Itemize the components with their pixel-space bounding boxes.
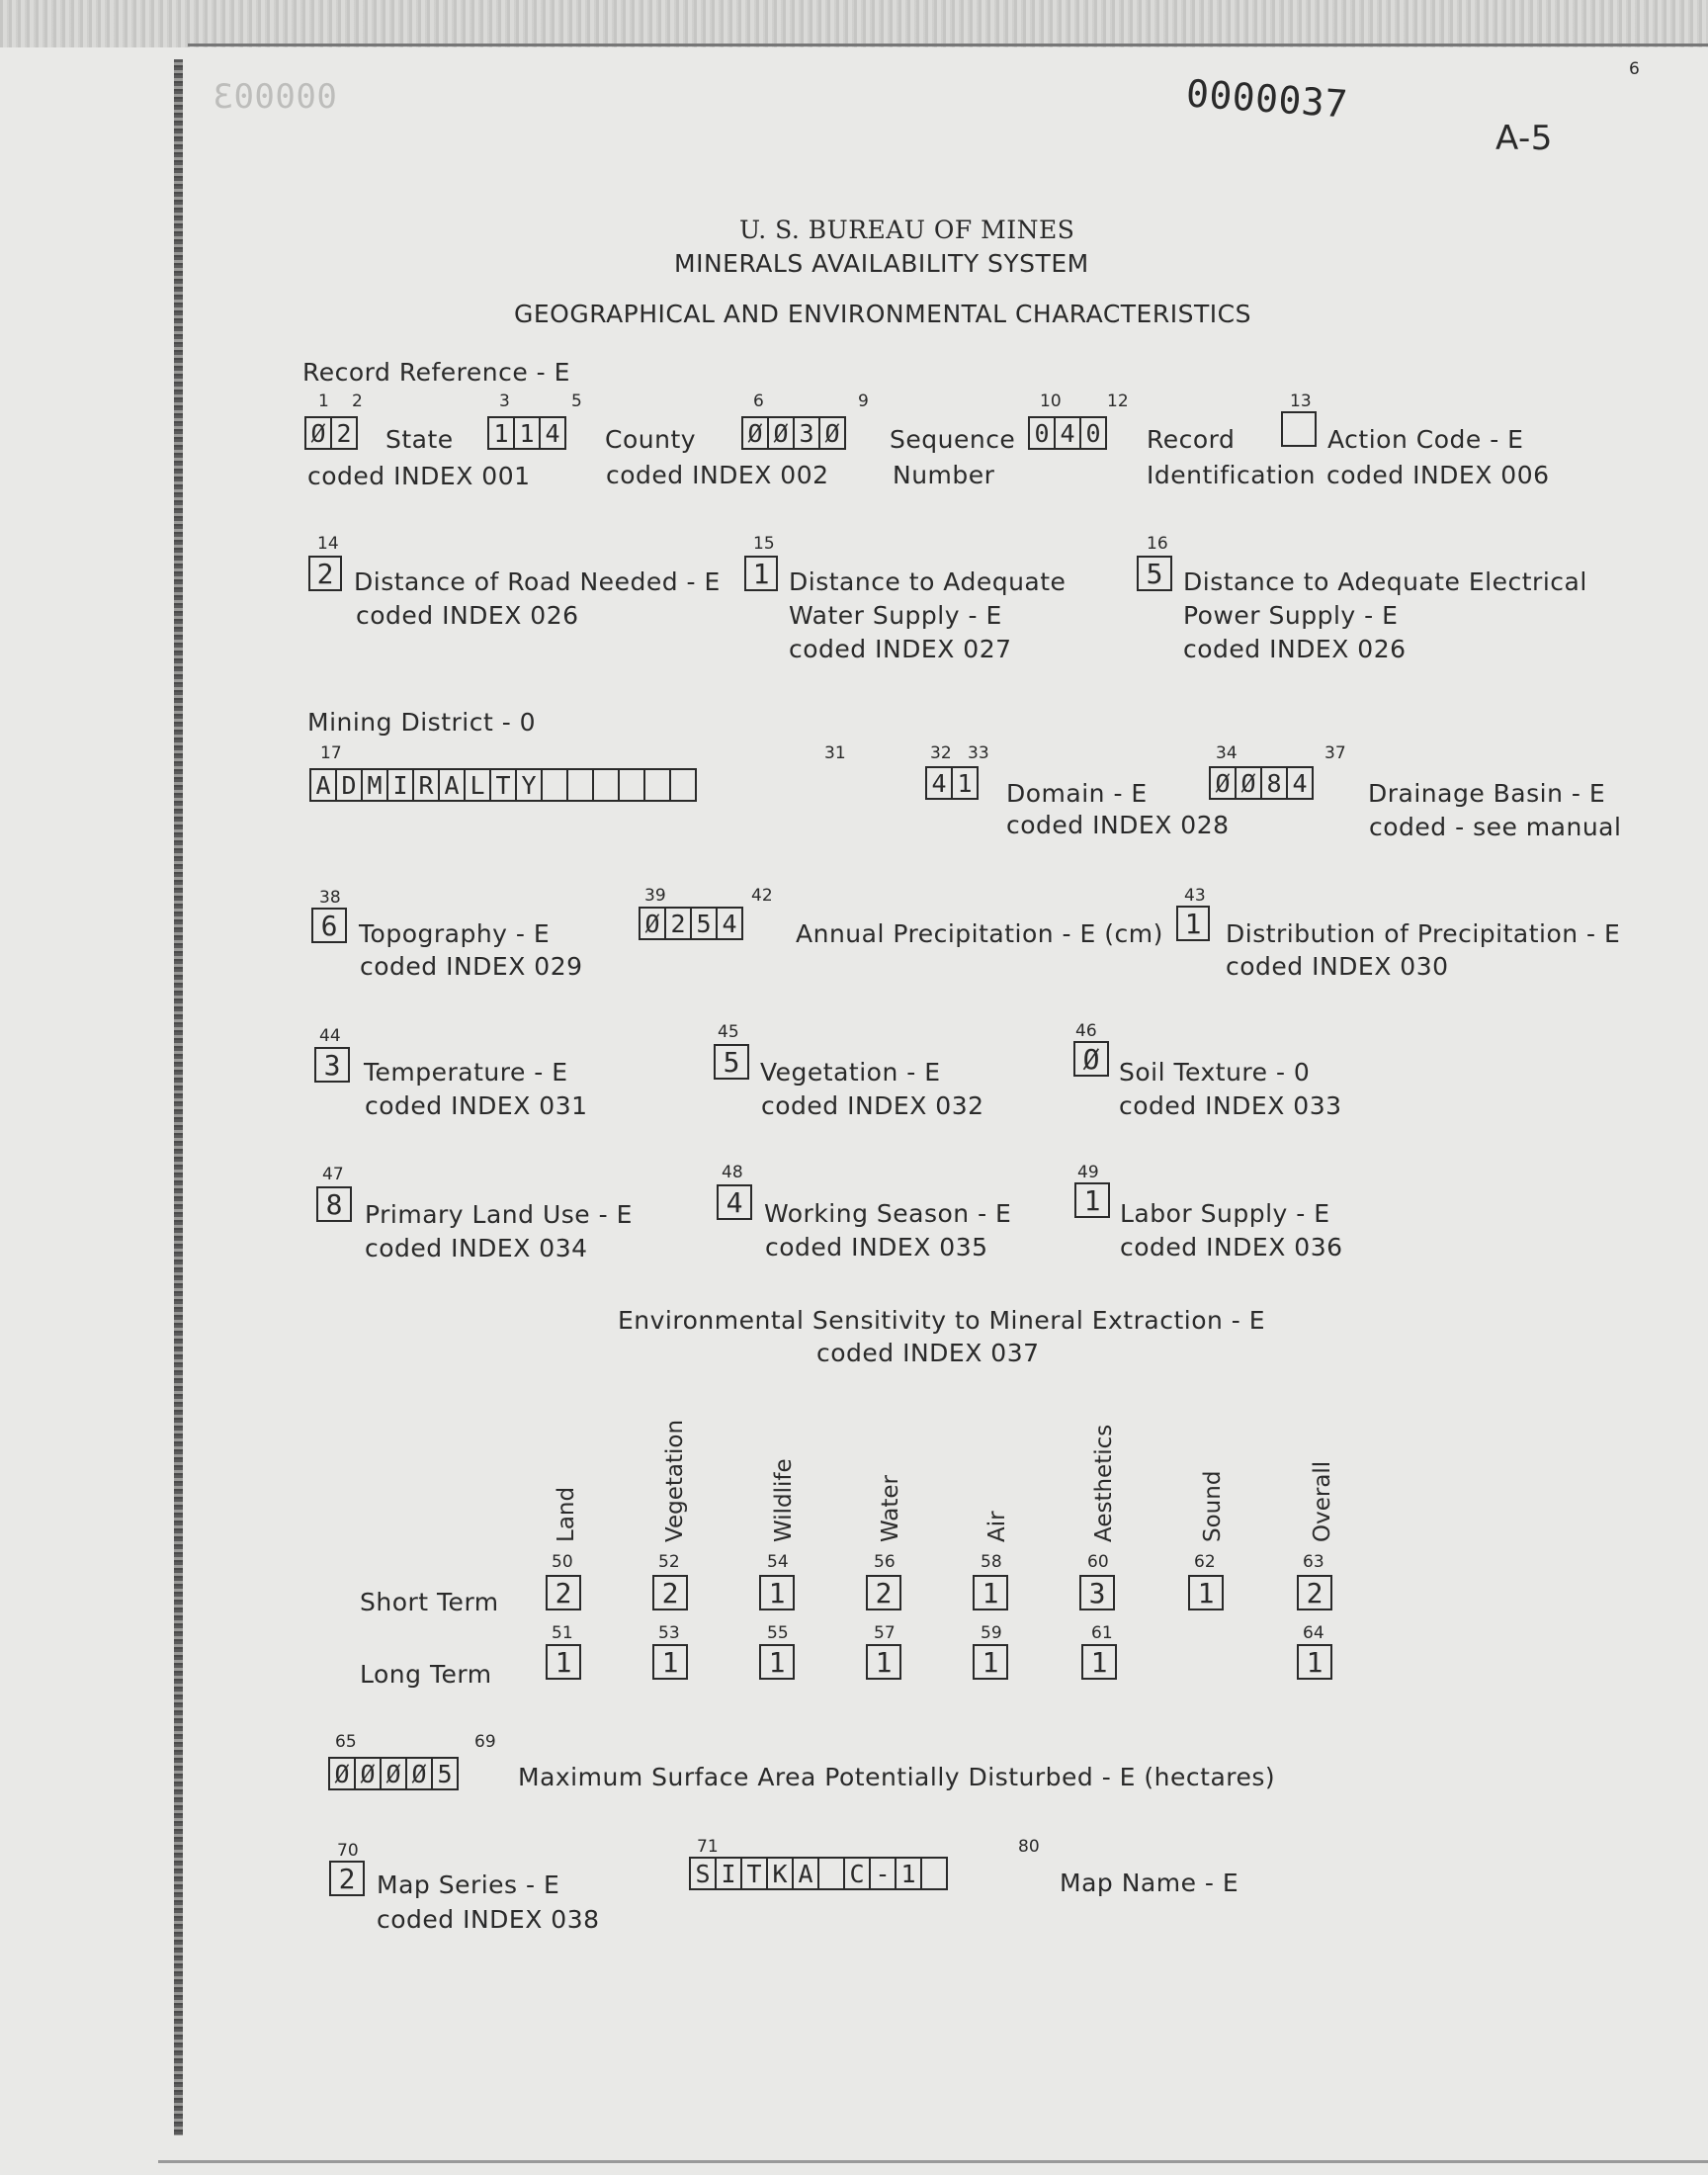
short-aesthetics-field[interactable]: 3 bbox=[1079, 1575, 1115, 1610]
col-59: 59 bbox=[981, 1623, 1002, 1643]
long-water-field[interactable]: 1 bbox=[866, 1644, 901, 1680]
cell: 0 bbox=[1079, 416, 1107, 450]
document-number: 0000037 bbox=[1184, 71, 1349, 127]
road-label: Distance of Road Needed - E bbox=[354, 567, 721, 596]
cell: K bbox=[766, 1857, 794, 1890]
short-sound-field[interactable]: 1 bbox=[1188, 1575, 1224, 1610]
map-series-sub: coded INDEX 038 bbox=[377, 1905, 600, 1934]
col-9: 9 bbox=[858, 392, 869, 411]
topography-field[interactable]: 6 bbox=[311, 908, 347, 943]
col-62: 62 bbox=[1194, 1552, 1216, 1572]
col-45: 45 bbox=[718, 1022, 739, 1042]
long-wildlife-field[interactable]: 1 bbox=[759, 1644, 795, 1680]
temperature-label: Temperature - E bbox=[364, 1058, 568, 1087]
cell: Ø bbox=[639, 907, 666, 940]
working-season-field[interactable]: 4 bbox=[717, 1184, 752, 1220]
col-64: 64 bbox=[1303, 1623, 1324, 1643]
col-52: 52 bbox=[658, 1552, 680, 1572]
domain-label: Domain - E bbox=[1006, 779, 1148, 808]
action-sub: coded INDEX 006 bbox=[1326, 461, 1550, 489]
col-51: 51 bbox=[552, 1623, 573, 1643]
cell: 5 bbox=[431, 1757, 459, 1790]
col-1: 1 bbox=[318, 392, 329, 411]
temperature-sub: coded INDEX 031 bbox=[365, 1091, 588, 1120]
drainage-sub: coded - see manual bbox=[1369, 813, 1622, 841]
road-sub: coded INDEX 026 bbox=[356, 601, 579, 630]
cell: 1 bbox=[951, 766, 979, 800]
col-57: 57 bbox=[874, 1623, 896, 1643]
sensitivity-col-vegetation: Vegetation bbox=[662, 1419, 688, 1542]
paper-binding-edge bbox=[174, 59, 183, 2135]
domain-field[interactable] bbox=[925, 766, 977, 800]
cell bbox=[643, 768, 671, 802]
cell: Ø bbox=[1209, 766, 1237, 800]
page-code: A-5 bbox=[1495, 119, 1553, 158]
cell: A bbox=[792, 1857, 819, 1890]
labor-sub: coded INDEX 036 bbox=[1120, 1233, 1343, 1262]
water-label-2: Water Supply - E bbox=[789, 601, 1002, 630]
col-32: 32 bbox=[930, 743, 952, 763]
map-series-field[interactable]: 2 bbox=[329, 1861, 365, 1896]
cell bbox=[618, 768, 645, 802]
col-15: 15 bbox=[753, 534, 775, 554]
short-term-label: Short Term bbox=[360, 1588, 499, 1616]
cell: 0 bbox=[1028, 416, 1056, 450]
col-43: 43 bbox=[1184, 886, 1206, 906]
short-air-field[interactable]: 1 bbox=[973, 1575, 1008, 1610]
state-label: State bbox=[385, 425, 454, 454]
col-37: 37 bbox=[1324, 743, 1346, 763]
long-aesthetics-field[interactable]: 1 bbox=[1081, 1644, 1117, 1680]
cell: 4 bbox=[1286, 766, 1314, 800]
col-60: 60 bbox=[1087, 1552, 1109, 1572]
cell: Y bbox=[515, 768, 543, 802]
sensitivity-sub: coded INDEX 037 bbox=[816, 1339, 1040, 1367]
temperature-field[interactable]: 3 bbox=[314, 1047, 350, 1083]
vegetation-label: Vegetation - E bbox=[760, 1058, 941, 1087]
cell bbox=[566, 768, 594, 802]
county-label: County bbox=[605, 425, 697, 454]
sequence-label: Sequence bbox=[890, 425, 1016, 454]
state-sub: coded INDEX 001 bbox=[307, 462, 531, 490]
header-line-1: U. S. BUREAU OF MINES bbox=[739, 216, 1075, 244]
sensitivity-heading: Environmental Sensitivity to Mineral Extraction - E bbox=[618, 1306, 1266, 1335]
col-69: 69 bbox=[474, 1732, 496, 1752]
col-42: 42 bbox=[751, 886, 773, 906]
col-10: 10 bbox=[1040, 392, 1062, 411]
power-sub: coded INDEX 026 bbox=[1183, 635, 1407, 663]
cell: I bbox=[715, 1857, 742, 1890]
precip-dist-label: Distribution of Precipitation - E bbox=[1226, 919, 1621, 948]
col-17: 17 bbox=[320, 743, 342, 763]
sensitivity-col-aesthetics: Aesthetics bbox=[1091, 1424, 1117, 1542]
col-70: 70 bbox=[337, 1841, 359, 1861]
cell: Ø bbox=[405, 1757, 433, 1790]
cell: 4 bbox=[925, 766, 953, 800]
cell: 2 bbox=[330, 416, 358, 450]
action-code-field[interactable] bbox=[1281, 411, 1317, 447]
col-50: 50 bbox=[552, 1552, 573, 1572]
vegetation-field[interactable]: 5 bbox=[714, 1044, 749, 1080]
cell: Ø bbox=[1235, 766, 1262, 800]
col-34: 34 bbox=[1216, 743, 1238, 763]
drainage-label: Drainage Basin - E bbox=[1368, 779, 1606, 808]
precip-distribution-field[interactable]: 1 bbox=[1176, 906, 1210, 941]
col-44: 44 bbox=[319, 1026, 341, 1046]
sensitivity-col-wildlife: Wildlife bbox=[771, 1458, 797, 1542]
season-sub: coded INDEX 035 bbox=[765, 1233, 988, 1262]
cell: 4 bbox=[716, 907, 743, 940]
col-6: 6 bbox=[753, 392, 764, 411]
col-47: 47 bbox=[322, 1165, 344, 1184]
precip-dist-sub: coded INDEX 030 bbox=[1226, 952, 1449, 981]
cell: T bbox=[740, 1857, 768, 1890]
cell: 1 bbox=[487, 416, 515, 450]
cell: 2 bbox=[664, 907, 692, 940]
col-2: 2 bbox=[352, 392, 363, 411]
col-38: 38 bbox=[319, 888, 341, 908]
long-air-field[interactable]: 1 bbox=[973, 1644, 1008, 1680]
col-65: 65 bbox=[335, 1732, 357, 1752]
cell bbox=[592, 768, 620, 802]
mining-district-heading: Mining District - 0 bbox=[307, 708, 537, 737]
record-id-field[interactable] bbox=[1028, 416, 1105, 450]
col-54: 54 bbox=[767, 1552, 789, 1572]
map-name-label: Map Name - E bbox=[1060, 1869, 1239, 1897]
cell bbox=[541, 768, 568, 802]
cell: A bbox=[309, 768, 337, 802]
scan-top-edge bbox=[0, 0, 1708, 47]
cell: 8 bbox=[1260, 766, 1288, 800]
long-land-field[interactable]: 1 bbox=[546, 1644, 581, 1680]
topography-label: Topography - E bbox=[359, 919, 551, 948]
cell: - bbox=[869, 1857, 897, 1890]
record-reference-heading: Record Reference - E bbox=[302, 358, 570, 387]
map-name-field[interactable] bbox=[689, 1857, 946, 1890]
col-33: 33 bbox=[968, 743, 989, 763]
precip-label: Annual Precipitation - E (cm) bbox=[796, 919, 1163, 948]
long-term-label: Long Term bbox=[360, 1660, 492, 1689]
cell: 4 bbox=[1054, 416, 1081, 450]
paper-top-edge bbox=[188, 44, 1708, 46]
cell: A bbox=[438, 768, 466, 802]
col-12: 12 bbox=[1107, 392, 1129, 411]
col-31: 31 bbox=[824, 743, 846, 763]
long-overall-field[interactable]: 1 bbox=[1297, 1644, 1332, 1680]
county-code-field[interactable] bbox=[487, 416, 564, 450]
col-3: 3 bbox=[499, 392, 510, 411]
cell: I bbox=[386, 768, 414, 802]
action-label: Action Code - E bbox=[1327, 425, 1524, 454]
cell bbox=[817, 1857, 845, 1890]
long-vegetation-field[interactable]: 1 bbox=[652, 1644, 688, 1680]
sensitivity-col-sound: Sound bbox=[1200, 1470, 1226, 1542]
cell: R bbox=[412, 768, 440, 802]
water-label: Distance to Adequate bbox=[789, 567, 1067, 596]
short-water-field[interactable]: 2 bbox=[866, 1575, 901, 1610]
short-overall-field[interactable]: 2 bbox=[1297, 1575, 1332, 1610]
water-distance-field[interactable]: 1 bbox=[744, 556, 778, 591]
labor-label: Labor Supply - E bbox=[1120, 1199, 1330, 1228]
col-53: 53 bbox=[658, 1623, 680, 1643]
header-line-2: MINERALS AVAILABILITY SYSTEM bbox=[674, 249, 1089, 278]
land-use-sub: coded INDEX 034 bbox=[365, 1234, 588, 1262]
surface-area-label: Maximum Surface Area Potentially Disturbed - E (hectares) bbox=[518, 1763, 1276, 1791]
header-line-3: GEOGRAPHICAL AND ENVIRONMENTAL CHARACTERISTICS bbox=[514, 300, 1251, 328]
state-code-field[interactable] bbox=[304, 416, 356, 450]
cell: Ø bbox=[818, 416, 846, 450]
cell bbox=[669, 768, 697, 802]
county-sub: coded INDEX 002 bbox=[606, 461, 829, 489]
power-label-2: Power Supply - E bbox=[1183, 601, 1399, 630]
cell: S bbox=[689, 1857, 717, 1890]
cell: Ø bbox=[304, 416, 332, 450]
cell: 5 bbox=[690, 907, 718, 940]
topography-sub: coded INDEX 029 bbox=[360, 952, 583, 981]
power-distance-field[interactable]: 5 bbox=[1137, 556, 1172, 591]
soil-texture-field[interactable]: Ø bbox=[1073, 1041, 1109, 1077]
cell: 1 bbox=[513, 416, 541, 450]
water-sub: coded INDEX 027 bbox=[789, 635, 1012, 663]
season-label: Working Season - E bbox=[764, 1199, 1012, 1228]
vegetation-sub: coded INDEX 032 bbox=[761, 1091, 984, 1120]
sequence-number-field[interactable] bbox=[741, 416, 844, 450]
col-71: 71 bbox=[697, 1837, 719, 1857]
cell: Ø bbox=[767, 416, 795, 450]
col-63: 63 bbox=[1303, 1552, 1324, 1572]
sensitivity-col-overall: Overall bbox=[1310, 1460, 1335, 1542]
cell: Ø bbox=[354, 1757, 382, 1790]
short-land-field[interactable]: 2 bbox=[546, 1575, 581, 1610]
col-49: 49 bbox=[1077, 1163, 1099, 1182]
col-56: 56 bbox=[874, 1552, 896, 1572]
cell: M bbox=[361, 768, 388, 802]
short-wildlife-field[interactable]: 1 bbox=[759, 1575, 795, 1610]
labor-supply-field[interactable]: 1 bbox=[1074, 1182, 1110, 1218]
cell: Ø bbox=[328, 1757, 356, 1790]
sequence-sub: Number bbox=[893, 461, 995, 489]
drainage-basin-field[interactable] bbox=[1209, 766, 1312, 800]
surface-area-field[interactable] bbox=[328, 1757, 457, 1790]
cell: C bbox=[843, 1857, 871, 1890]
cell bbox=[920, 1857, 948, 1890]
cell: Ø bbox=[741, 416, 769, 450]
col-58: 58 bbox=[981, 1552, 1002, 1572]
col-80: 80 bbox=[1018, 1837, 1040, 1857]
sensitivity-col-land: Land bbox=[554, 1486, 579, 1542]
map-series-label: Map Series - E bbox=[377, 1870, 560, 1899]
domain-sub: coded INDEX 028 bbox=[1006, 811, 1230, 839]
cell: 3 bbox=[793, 416, 820, 450]
col-5: 5 bbox=[571, 392, 582, 411]
bleed-through-number: 000003 bbox=[213, 77, 337, 117]
soil-sub: coded INDEX 033 bbox=[1119, 1091, 1342, 1120]
record-label: Record bbox=[1147, 425, 1236, 454]
road-distance-field[interactable]: 2 bbox=[308, 556, 342, 591]
corner-mark: 6 bbox=[1629, 59, 1640, 79]
col-48: 48 bbox=[722, 1163, 743, 1182]
cell: 1 bbox=[895, 1857, 922, 1890]
col-39: 39 bbox=[644, 886, 666, 906]
cell: Ø bbox=[380, 1757, 407, 1790]
col-61: 61 bbox=[1091, 1623, 1113, 1643]
mining-district-field[interactable] bbox=[309, 768, 695, 802]
paper-bottom-edge bbox=[158, 2160, 1708, 2163]
cell: L bbox=[464, 768, 491, 802]
col-13: 13 bbox=[1290, 392, 1312, 411]
sensitivity-col-water: Water bbox=[878, 1475, 903, 1542]
cell: 4 bbox=[539, 416, 566, 450]
cell: D bbox=[335, 768, 363, 802]
col-14: 14 bbox=[317, 534, 339, 554]
annual-precipitation-field[interactable] bbox=[639, 907, 741, 940]
land-use-label: Primary Land Use - E bbox=[365, 1200, 633, 1229]
soil-label: Soil Texture - 0 bbox=[1119, 1058, 1311, 1087]
col-16: 16 bbox=[1147, 534, 1168, 554]
cell: T bbox=[489, 768, 517, 802]
power-label: Distance to Adequate Electrical bbox=[1183, 567, 1587, 596]
sensitivity-col-air: Air bbox=[984, 1511, 1010, 1542]
record-sub: Identification bbox=[1147, 461, 1316, 489]
land-use-field[interactable]: 8 bbox=[316, 1186, 352, 1222]
col-55: 55 bbox=[767, 1623, 789, 1643]
short-vegetation-field[interactable]: 2 bbox=[652, 1575, 688, 1610]
col-46: 46 bbox=[1075, 1021, 1097, 1041]
